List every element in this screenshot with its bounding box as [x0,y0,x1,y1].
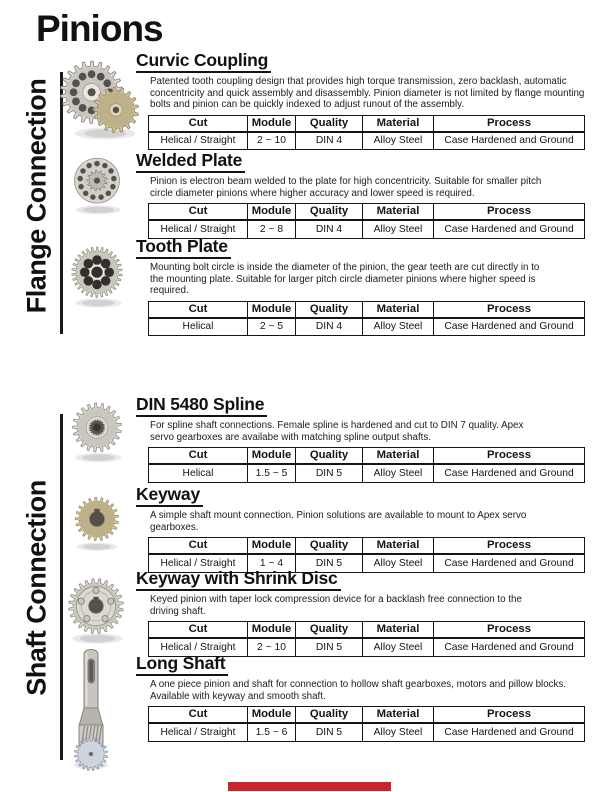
cell-cut: Helical / Straight [149,554,248,572]
cell-quality: DIN 4 [296,220,363,238]
cell-material: Alloy Steel [363,554,434,572]
entry-description: Pinion is electron beam welded to the plate for high concentricity. Suitable for smaller pitch circle diameter pinions where higher accuracy and lower speed is required. [150,176,542,199]
page-title: Pinions [36,8,163,49]
spec-header-row [149,622,585,639]
spec-header-row [149,115,585,132]
entry-description: For spline shaft connections. Female spline is hardened and cut to DIN 7 quality. Apex servo gearboxes are availabe with matching spline output shafts. [150,420,524,443]
entry-heading: Curvic Coupling [136,50,271,73]
entry-keyway-with-shrink-disc [136,568,588,657]
entry-heading: DIN 5480 Spline [136,394,267,417]
cell-cut: Helical / Straight [149,132,248,150]
col-header-process: Process [434,301,585,318]
col-header-module: Module [248,707,296,724]
cell-cut: Helical / Straight [149,638,248,656]
col-header-material: Material [363,301,434,318]
col-header-cut: Cut [149,204,248,221]
entry-description: Keyed pinion with taper lock compression device for a backlash free connection to the driving shaft. [150,594,522,617]
col-header-cut: Cut [149,707,248,724]
col-header-process: Process [434,538,585,555]
spec-data-row [149,132,585,150]
cell-quality: DIN 4 [296,318,363,336]
col-header-cut: Cut [149,115,248,132]
col-header-cut: Cut [149,538,248,555]
col-header-quality: Quality [296,448,363,465]
spec-header-row [149,707,585,724]
col-header-material: Material [363,538,434,555]
cell-material: Alloy Steel [363,723,434,741]
col-header-quality: Quality [296,622,363,639]
cell-process: Case Hardened and Ground [434,132,585,150]
entry-heading: Long Shaft [136,653,228,676]
welded-plate-gear-photo [62,150,132,218]
spec-header-row [149,301,585,318]
entry-keyway [136,484,588,573]
cell-cut: Helical / Straight [149,220,248,238]
cell-process: Case Hardened and Ground [434,464,585,482]
spec-table [148,447,585,483]
col-header-material: Material [363,115,434,132]
col-header-quality: Quality [296,707,363,724]
cell-quality: DIN 5 [296,554,363,572]
col-header-quality: Quality [296,204,363,221]
keyway-gear-photo [64,490,130,556]
col-header-cut: Cut [149,448,248,465]
cell-module: 2 ~ 5 [248,318,296,336]
spec-table [148,115,585,151]
footer-accent-bar [228,782,391,791]
spec-table [148,706,585,742]
spec-header-row [149,538,585,555]
col-header-module: Module [248,301,296,318]
cell-cut: Helical [149,464,248,482]
cell-module: 2 ~ 10 [248,638,296,656]
col-header-module: Module [248,115,296,132]
cell-process: Case Hardened and Ground [434,554,585,572]
cell-module: 2 ~ 10 [248,132,296,150]
col-header-quality: Quality [296,538,363,555]
col-header-cut: Cut [149,622,248,639]
cell-process: Case Hardened and Ground [434,723,585,741]
col-header-module: Module [248,622,296,639]
cell-material: Alloy Steel [363,132,434,150]
spec-table [148,621,585,657]
cell-module: 1 ~ 4 [248,554,296,572]
cell-material: Alloy Steel [363,318,434,336]
cell-module: 1.5 ~ 6 [248,723,296,741]
cell-quality: DIN 5 [296,464,363,482]
cell-quality: DIN 4 [296,132,363,150]
col-header-process: Process [434,204,585,221]
long-shaft-pinion-photo [60,646,122,772]
col-header-process: Process [434,115,585,132]
col-header-quality: Quality [296,115,363,132]
spec-data-row [149,464,585,482]
entry-welded-plate [136,150,588,239]
cell-module: 2 ~ 8 [248,220,296,238]
cell-cut: Helical [149,318,248,336]
col-header-cut: Cut [149,301,248,318]
col-header-quality: Quality [296,301,363,318]
col-header-material: Material [363,707,434,724]
spec-data-row [149,318,585,336]
spec-header-row [149,448,585,465]
col-header-material: Material [363,622,434,639]
entry-heading: Tooth Plate [136,236,231,259]
curvic-coupling-gear-photo [58,56,142,142]
entry-long-shaft [136,653,588,742]
col-header-process: Process [434,448,585,465]
cell-module: 1.5 ~ 5 [248,464,296,482]
entry-description: A one piece pinion and shaft for connection to hollow shaft gearboxes, motors and pillow blocks. Available with keyway and smooth shaft. [150,679,567,702]
spec-header-row [149,204,585,221]
cell-process: Case Hardened and Ground [434,638,585,656]
cell-material: Alloy Steel [363,638,434,656]
entry-description: Mounting bolt circle is inside the diameter of the pinion, the gear teeth are cut directly in to the mounting plate. Suitable for larger pitch circle diameter pinions where higher speed is required. [150,262,540,297]
shaft-section-label: Shaft Connection [21,480,52,696]
cell-process: Case Hardened and Ground [434,220,585,238]
entry-curvic-coupling [136,50,588,150]
shrink-disc-gear-photo [58,572,134,646]
spec-table [148,203,585,239]
col-header-process: Process [434,622,585,639]
entry-tooth-plate [136,236,588,336]
entry-heading: Keyway with Shrink Disc [136,568,341,591]
col-header-module: Module [248,538,296,555]
cell-material: Alloy Steel [363,464,434,482]
flange-section-label: Flange Connection [21,78,52,314]
tooth-plate-gear-photo [62,240,132,310]
entry-description: Patented tooth coupling design that provides high torque transmission, zero backlash, automatic concentricity and quick assembly and disassembly. Pinion diameter is not limited by flange mounting bolts and pinion can be quickly indexed to adjust runout of the assembly. [150,76,585,111]
entry-din-5480-spline [136,394,588,483]
col-header-process: Process [434,707,585,724]
col-header-module: Module [248,204,296,221]
cell-process: Case Hardened and Ground [434,318,585,336]
cell-material: Alloy Steel [363,220,434,238]
cell-quality: DIN 5 [296,638,363,656]
din-5480-spline-gear-photo [62,396,132,466]
col-header-material: Material [363,448,434,465]
col-header-module: Module [248,448,296,465]
spec-data-row [149,723,585,741]
cell-quality: DIN 5 [296,723,363,741]
spec-table [148,301,585,337]
cell-cut: Helical / Straight [149,723,248,741]
col-header-material: Material [363,204,434,221]
entry-heading: Keyway [136,484,203,507]
entry-heading: Welded Plate [136,150,245,173]
entry-description: A simple shaft mount connection. Pinion solutions are available to mount to Apex servo gearboxes. [150,510,527,533]
